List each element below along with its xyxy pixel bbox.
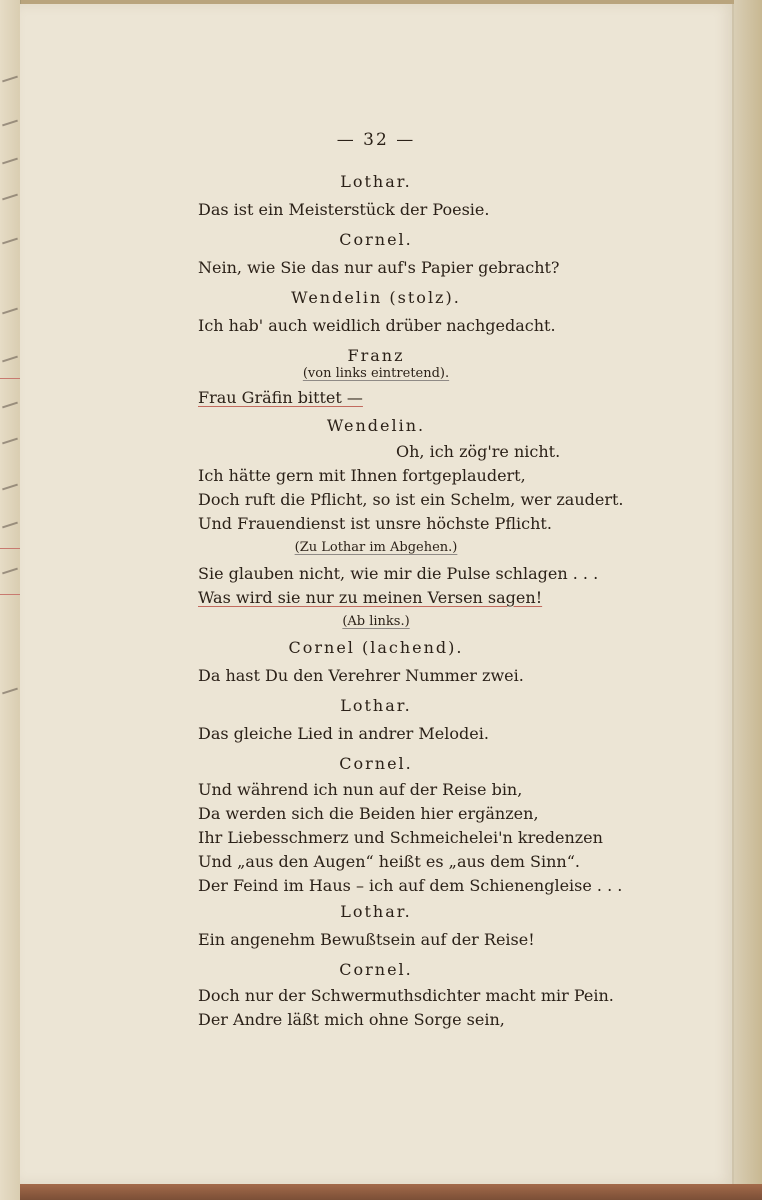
verse-line: Der Andre läßt mich ohne Sorge sein, [198, 1010, 505, 1029]
handwriting-mark [2, 688, 18, 695]
verse-line: Ich hab' auch weidlich drüber nachgedacht. [198, 316, 556, 335]
verse-line: Sie glauben nicht, wie mir die Pulse schlagen . . . [198, 564, 599, 583]
verse-line: Frau Gräfin bittet — [198, 388, 363, 407]
stage-direction: (Zu Lothar im Abgehen.) [294, 540, 458, 555]
verse-line: Das gleiche Lied in andrer Melodei. [198, 724, 489, 743]
verse-line: Oh, ich zög're nicht. [396, 442, 561, 461]
verse-line: Der Feind im Haus – ich auf dem Schienengleise . . . [198, 876, 623, 895]
handwriting-mark [2, 194, 18, 201]
handwriting-mark [2, 158, 18, 165]
handwriting-mark [2, 402, 18, 409]
verse-line: Ihr Liebesschmerz und Schmeichelei'n kredenzen [198, 828, 603, 847]
handwriting-mark [2, 522, 18, 529]
page-number: — 32 — [336, 130, 416, 150]
handwriting-mark [2, 568, 18, 575]
handwriting-mark [2, 308, 18, 315]
speaker-name: Wendelin. [326, 416, 426, 435]
handwriting-mark [2, 438, 18, 445]
verse-line: Nein, wie Sie das nur auf's Papier gebracht? [198, 258, 560, 277]
verse-line: Das ist ein Meisterstück der Poesie. [198, 200, 490, 219]
page-content [20, 4, 732, 1184]
verse-line: Da werden sich die Beiden hier ergänzen, [198, 804, 539, 823]
book-page [20, 4, 734, 1184]
speaker-name: Cornel. [339, 230, 413, 249]
stage-direction: (Ab links.) [342, 614, 410, 629]
speaker-name: Lothar. [340, 902, 412, 921]
verse-line: Da hast Du den Verehrer Nummer zwei. [198, 666, 524, 685]
handwriting-mark [2, 238, 18, 245]
book-cover-edge [20, 1184, 762, 1200]
red-rule [0, 378, 20, 379]
stage-direction: (von links eintretend). [302, 366, 450, 381]
red-rule [0, 548, 20, 549]
verse-line: Doch nur der Schwermuthsdichter macht mir Pein. [198, 986, 614, 1005]
speaker-name: Cornel. [339, 754, 413, 773]
speaker-name: Cornel (lachend). [288, 638, 464, 657]
verse-line: Ich hätte gern mit Ihnen fortgeplaudert, [198, 466, 526, 485]
speaker-name: Lothar. [340, 172, 412, 191]
page-edge [734, 0, 762, 1200]
speaker-name: Lothar. [340, 696, 412, 715]
speaker-name: Franz [347, 346, 405, 365]
verse-line: Und Frauendienst ist unsre höchste Pflicht. [198, 514, 552, 533]
verse-line: Ein angenehm Bewußtsein auf der Reise! [198, 930, 535, 949]
verse-line: Was wird sie nur zu meinen Versen sagen! [198, 588, 543, 607]
handwriting-mark [2, 484, 18, 491]
handwriting-mark [2, 356, 18, 363]
verse-line: Und „aus den Augen“ heißt es „aus dem Sinn“. [198, 852, 580, 871]
handwriting-mark [2, 120, 18, 127]
speaker-name: Cornel. [339, 960, 413, 979]
verse-line: Und während ich nun auf der Reise bin, [198, 780, 523, 799]
handwriting-mark [2, 76, 18, 83]
verse-line: Doch ruft die Pflicht, so ist ein Schelm, wer zaudert. [198, 490, 624, 509]
red-rule [0, 594, 20, 595]
adjacent-page-strip [0, 0, 21, 1200]
speaker-name: Wendelin (stolz). [291, 288, 461, 307]
